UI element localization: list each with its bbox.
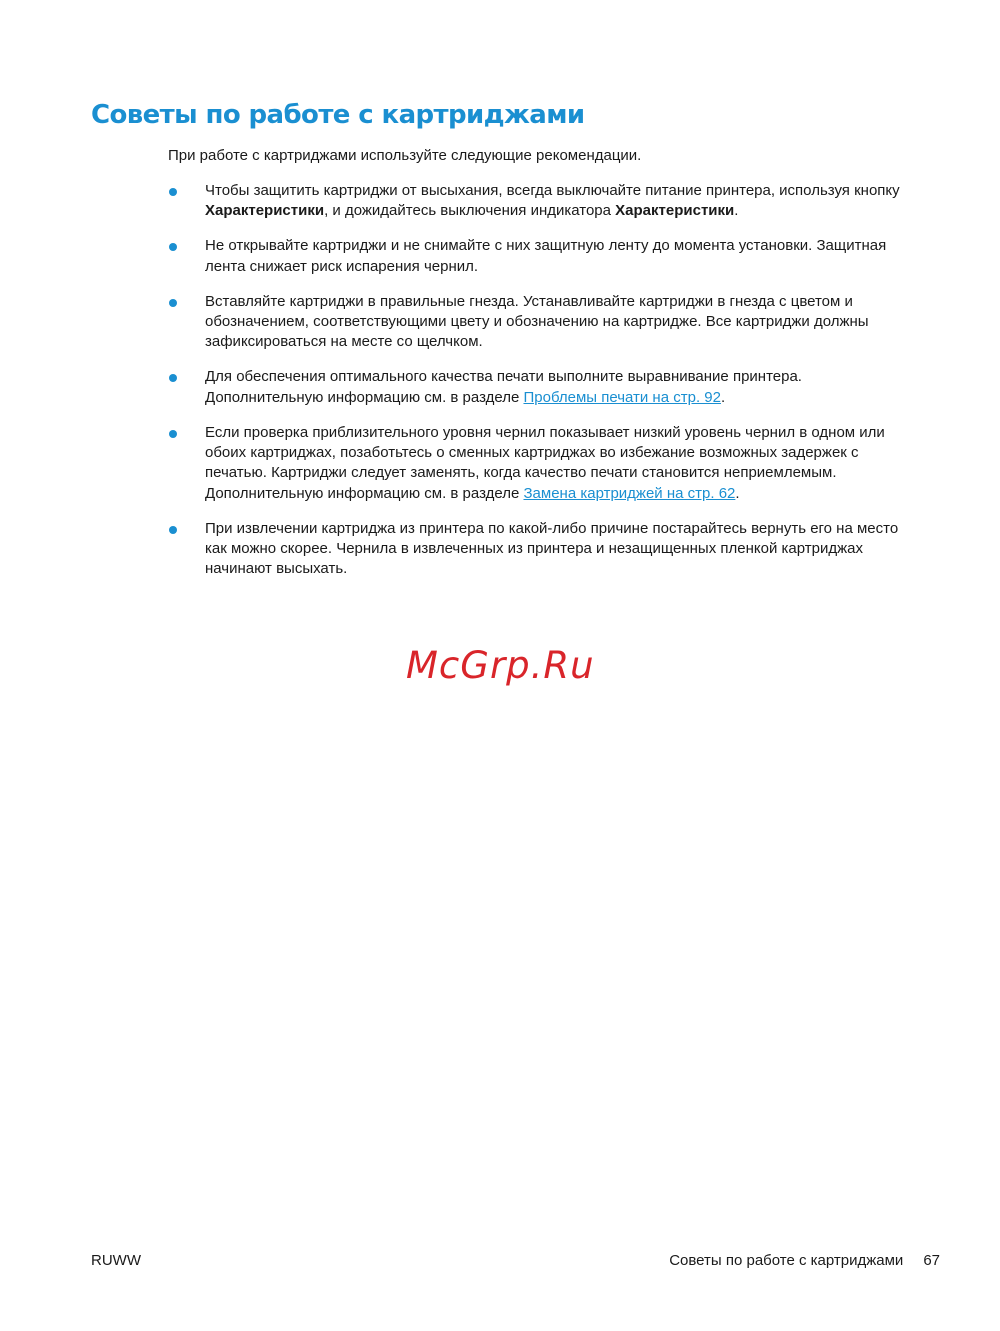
button-name-bold: Характеристики [205, 202, 325, 220]
list-item [168, 423, 920, 504]
page-number: 67 [923, 1252, 940, 1269]
footer-doc-code: RUWW [91, 1252, 141, 1269]
bullet-icon [169, 430, 177, 438]
bullet-icon [169, 526, 177, 534]
tip-text: Для обеспечения оптимального качества печати выполните выравнивание принтера. Дополнительную информацию см. в разделе [205, 368, 802, 406]
tip-text: Вставляйте картриджи в правильные гнезда. Устанавливайте картриджи в гнезда с цветом и обозначением, соответствующими цвету и обозначению на картридже. Все картриджи должны зафиксироваться на месте со щелчком. [205, 292, 869, 351]
list-item [168, 367, 920, 408]
watermark: McGrp.Ru [406, 644, 595, 687]
list-item [168, 236, 920, 277]
bullet-icon [169, 299, 177, 307]
cross-reference-link[interactable]: Замена картриджей на стр. 62 [523, 484, 736, 502]
list-item [168, 181, 920, 222]
tip-text: . [735, 484, 740, 502]
tips-list [168, 181, 920, 595]
tip-text: , и дожидайтесь выключения индикатора [324, 202, 616, 220]
footer-right [669, 1251, 940, 1271]
tip-text: Чтобы защитить картриджи от высыхания, всегда выключайте питание принтера, используя кнопку [205, 182, 900, 199]
intro-text: При работе с картриджами используйте следующие рекомендации. [168, 147, 642, 164]
bullet-icon [169, 188, 177, 196]
footer-section-title: Советы по работе с картриджами [669, 1252, 904, 1269]
tip-text: . [720, 388, 726, 406]
tip-text: Не открывайте картриджи и не снимайте с них защитную ленту до момента установки. Защитная лента снижает риск испарения чернил. [205, 237, 887, 275]
bullet-icon [169, 374, 177, 382]
bullet-icon [169, 243, 177, 251]
page-title: Советы по работе с картриджами [91, 100, 585, 130]
tip-text: . [734, 202, 739, 220]
tip-text: При извлечении картриджа из принтера по какой-либо причине постарайтесь вернуть его на место как можно скорее. Чернила в извлеченных из принтера и незащищенных пленкой картриджах начинают высыхать. [205, 519, 899, 578]
list-item [168, 519, 920, 580]
cross-reference-link[interactable]: Проблемы печати на стр. 92 [523, 388, 721, 406]
list-item [168, 292, 920, 353]
tip-text: Если проверка приблизительного уровня чернил показывает низкий уровень чернил в одном или обоих картриджах, позаботьтесь о сменных картриджах во избежание возможных задержек с печатью. Картриджи следует заменять, когда качество печати становится неприемлемым. Дополнительную информацию см. в разделе [205, 423, 885, 502]
button-name-bold: Характеристики [615, 202, 735, 220]
